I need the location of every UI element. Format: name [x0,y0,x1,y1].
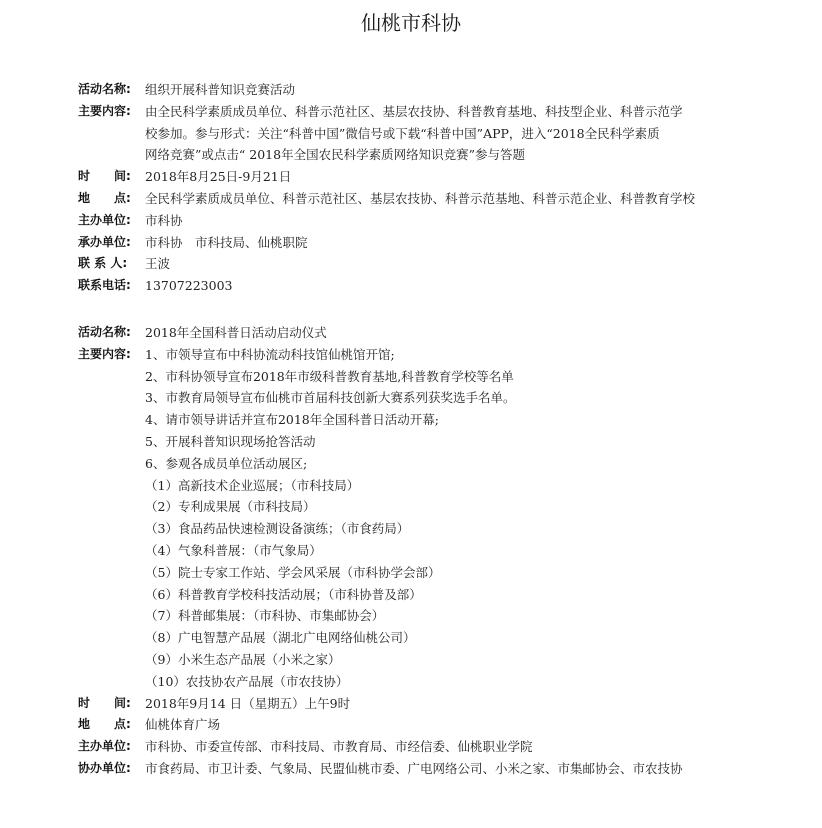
event2-content-line: （6）科普教育学校科技活动展；（市科协普及部） [145,586,422,602]
event1-phone-label: 联系电话: [78,278,131,293]
event2-co-label: 协办单位: [78,760,131,775]
event1-name: 组织开展科普知识竞赛活动 [145,82,296,97]
event2-name-row [78,322,798,344]
event1-host-label: 主办单位: [78,212,131,227]
event-block-2 [78,322,798,780]
event2-content-line: 1、市领导宣布中科协流动科技馆仙桃馆开馆; [145,346,395,362]
event1-time-row [78,166,798,188]
event1-host: 市科协 [145,212,183,228]
event1-place-row [78,188,798,210]
event2-host-row [78,736,798,758]
event1-time: 2018年8月25日-9月21日 [145,169,292,185]
event1-contact: 王波 [145,256,171,272]
event1-phone: 13707223003 [145,278,233,294]
event1-content-line: 校参加。参与形式：关注“科普中国”微信号或下载“科普中国”APP，进入“2018全民科学素质 [145,125,660,141]
event2-content-line: （5）院士专家工作站、学会风采展（市科协学会部） [145,564,441,580]
event1-host-row [78,210,798,232]
event2-content-line: （4）气象科普展：（市气象局） [145,542,322,558]
event2-time-row [78,693,798,715]
event1-content-row [78,101,798,123]
event2-content-line: 4、请市领导讲话并宣布2018年全国科普日活动开幕; [145,412,439,428]
event2-place: 仙桃体育广场 [145,717,221,733]
event1-contact-row [78,253,798,275]
event2-content-line: （1）高新技术企业巡展；（市科技局） [145,477,360,493]
event2-host-label: 主办单位: [78,739,131,754]
event2-content-line: （7）科普邮集展：（市科协、市集邮协会） [145,608,385,624]
event1-name-label: 活动名称: [78,82,131,96]
event-block-1 [78,79,798,297]
event1-phone-row [78,275,798,297]
event2-content-line: 5、开展科普知识现场抢答活动 [145,433,316,449]
event1-content-label: 主要内容: [78,103,131,118]
event1-place-label: 地 点: [78,190,131,205]
event2-place-row [78,714,798,736]
event1-time-label: 时 间: [78,169,131,184]
event2-content-row [78,344,798,366]
event2-host: 市科协、市委宣传部、市科技局、市教育局、市经信委、仙桃职业学院 [145,739,533,755]
event1-organizer-row [78,232,798,254]
event1-contact-label: 联 系 人: [78,256,128,271]
event2-content-line: （9）小米生态产品展（小米之家） [145,651,341,667]
event1-organizer: 市科协 市科技局、仙桃职院 [145,234,308,250]
event2-name: 2018年全国科普日活动启动仪式 [145,325,327,340]
event2-content-line: （10）农技协农产品展（市农技协） [145,673,349,689]
event2-time-label: 时 间: [78,695,131,710]
event2-content-label: 主要内容: [78,346,131,361]
event2-time: 2018年9月14 日（星期五）上午9时 [145,695,351,711]
event2-co: 市食药局、市卫计委、气象局、民盟仙桃市委、广电网络公司、小米之家、市集邮协会、市农技协 [145,760,683,776]
page-title: 仙桃市科协 [361,13,461,35]
event2-co-row [78,758,798,780]
event2-content-line: （8）广电智慧产品展（湖北广电网络仙桃公司） [145,630,416,646]
event2-content-line: 3、市教育局领导宣布仙桃市首届科技创新大赛系列获奖选手名单。 [145,390,516,406]
event2-place-label: 地 点: [78,717,131,732]
event1-content-line: 网络竞赛”或点击“ 2018年全国农民科学素质网络知识竞赛”参与答题 [145,147,525,163]
event1-organizer-label: 承办单位: [78,234,131,249]
event2-content-line: （2）专利成果展（市科技局） [145,499,316,515]
event1-content-line: 由全民科学素质成员单位、科普示范社区、基层农技协、科普教育基地、科技型企业、科普示范学 [145,103,683,119]
event2-content-line: 2、市科协领导宣布2018年市级科普教育基地,科普教育学校等名单 [145,368,514,384]
event1-name-row [78,79,798,101]
event2-content-line: （3）食品药品快速检测设备演练；（市食药局） [145,521,410,537]
event2-content-line: 6、参观各成员单位活动展区; [145,455,308,471]
event2-name-label: 活动名称: [78,325,131,339]
event1-place: 全民科学素质成员单位、科普示范社区、基层农技协、科普示范基地、科普示范企业、科普教育学校 [145,190,696,206]
